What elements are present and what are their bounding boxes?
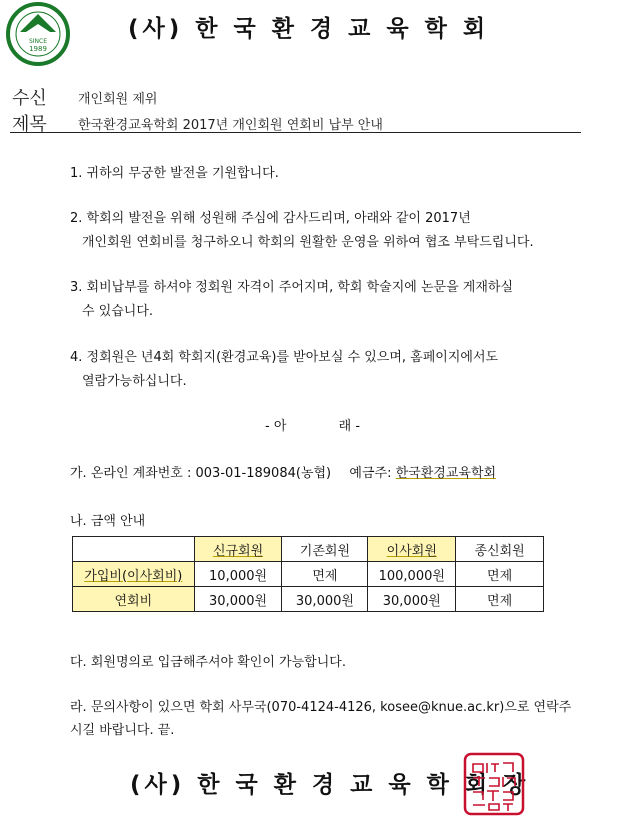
svg-text:1989: 1989: [29, 45, 47, 53]
table-cell: 30,000원: [368, 587, 456, 612]
account-holder: 한국환경교육학회: [395, 466, 497, 481]
deposit-note: 다. 회원명의로 입금해주셔야 확인이 가능합니다.: [70, 655, 346, 670]
table-header-cell: 신규회원: [194, 537, 282, 562]
inquiry-note: [70, 696, 571, 742]
paragraph-line: 2. 학회의 발전을 위해 성원해 주심에 감사드리며, 아래와 같이 2017년: [70, 211, 471, 226]
paragraph-line: 1. 귀하의 무궁한 발전을 기원합니다.: [70, 166, 279, 181]
subject-value: 한국환경교육학회 2017년 개인회원 연회비 납부 안내: [78, 118, 383, 133]
table-header-cell: 이사회원: [368, 537, 456, 562]
paragraph-4: [70, 346, 498, 394]
table-cell: 면제: [282, 562, 368, 587]
paragraph-line: 3. 회비납부를 하셔야 정회원 자격이 주어지며, 학회 학술지에 논문을 게재하실: [70, 280, 514, 295]
table-cell: 가입비(이사회비): [73, 562, 195, 587]
paragraph-line: 수 있습니다.: [82, 304, 154, 319]
official-seal: [463, 752, 525, 816]
table-cell: 30,000원: [194, 587, 282, 612]
paragraph-line: 4. 정회원은 년4회 학회지(환경교육)를 받아보실 수 있으며, 홈페이지에서도: [70, 350, 499, 365]
account-number: 가. 온라인 계좌번호 : 003-01-189084(농협): [70, 466, 332, 481]
table-cell: 30,000원: [282, 587, 368, 612]
paragraph-3: [70, 276, 513, 324]
table-header-cell: 종신회원: [456, 537, 544, 562]
table-header-row: [73, 537, 544, 562]
notice-left: - 아: [265, 419, 287, 434]
table-cell: 연회비: [73, 587, 195, 612]
table-cell: 면제: [456, 587, 544, 612]
svg-text:SINCE: SINCE: [28, 38, 48, 45]
table-header-cell: [73, 537, 195, 562]
paragraph-line: 개인회원 연회비를 청구하오니 학회의 원활한 운영을 위하여 협조 부탁드립니다.: [82, 235, 534, 250]
recipient-label: 수신: [12, 88, 47, 109]
paragraph-1: [70, 162, 279, 186]
inquiry-line: 라. 문의사항이 있으면 학회 사무국(070-4124-4126, kosee@knue.ac.kr)으로 연락주: [70, 700, 572, 715]
account-holder-label: 예금주:: [349, 466, 392, 481]
table-row: [73, 587, 544, 612]
table-header-cell: 기존회원: [282, 537, 368, 562]
notice-right: 래 -: [338, 419, 361, 434]
paragraph-line: 열람가능하십니다.: [82, 374, 187, 389]
header-divider: [10, 132, 581, 133]
inquiry-line: 시길 바랍니다. 끝.: [70, 723, 175, 738]
account-line: [70, 462, 496, 481]
notice-heading: [265, 415, 360, 434]
paragraph-2: [70, 207, 534, 255]
society-logo: [6, 2, 70, 66]
table-row: [73, 562, 544, 587]
table-cell: 10,000원: [194, 562, 282, 587]
organization-title: (사) 한 국 환 경 교 육 학 회: [128, 16, 490, 42]
table-cell: 면제: [456, 562, 544, 587]
amount-heading: 나. 금액 안내: [70, 514, 146, 529]
subject-label: 제목: [12, 114, 47, 135]
president-signature: (사) 한 국 환 경 교 육 학 회 장: [130, 772, 530, 798]
table-cell: 100,000원: [368, 562, 456, 587]
recipient-value: 개인회원 제위: [78, 92, 158, 107]
fee-table: [72, 536, 544, 612]
